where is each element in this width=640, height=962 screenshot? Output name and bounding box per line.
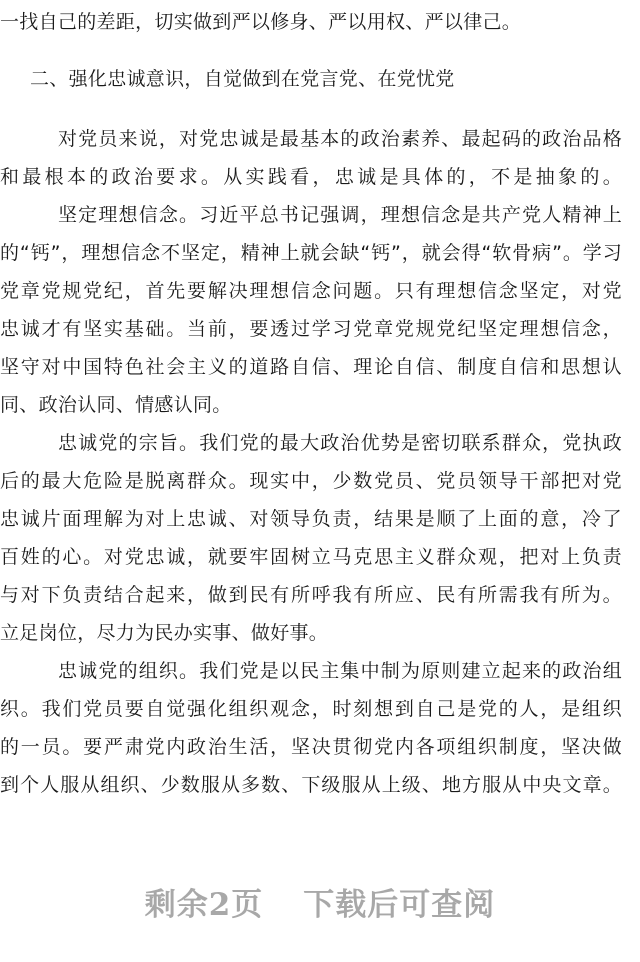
paragraph-line: 忠诚片面理解为对上忠诚、对领导负责，结果是顺了上面的意，冷了 bbox=[0, 508, 622, 530]
paragraph-line: 的一员。要严肃党内政治生活，坚决贯彻党内各项组织制度，坚决做 bbox=[0, 736, 622, 758]
paragraph-line: 忠诚才有坚实基础。当前，要透过学习党章党规党纪坚定理想信念， bbox=[0, 318, 622, 340]
remaining-pages-label: 剩余2页 bbox=[144, 886, 264, 923]
paragraph-line: 同、政治认同、情感认同。 bbox=[0, 394, 232, 416]
paragraph-line: 忠诚党的组织。我们党是以民主集中制为原则建立起来的政治组 bbox=[58, 660, 622, 682]
section-heading: 二、强化忠诚意识，自觉做到在党言党、在党忧党 bbox=[30, 68, 455, 90]
paragraph-line: 织。我们党员要自觉强化组织观念，时刻想到自己是党的人，是组织 bbox=[0, 698, 622, 720]
paragraph-line: 忠诚党的宗旨。我们党的最大政治优势是密切联系群众，党执政 bbox=[58, 432, 622, 454]
paragraph-line: 与对下负责结合起来，做到民有所呼我有所应、民有所需我有所为。 bbox=[0, 584, 622, 606]
paragraph-line: 坚定理想信念。习近平总书记强调，理想信念是共产党人精神上 bbox=[58, 204, 622, 226]
paragraph-line: 和最根本的政治要求。从实践看，忠诚是具体的，不是抽象的。 bbox=[0, 166, 622, 188]
paragraph-line: 到个人服从组织、少数服从多数、下级服从上级、地方服从中央文章。 bbox=[0, 774, 622, 796]
paragraph-line: 后的最大危险是脱离群众。现实中，少数党员、党员领导干部把对党 bbox=[0, 470, 622, 492]
download-prompt-label: 下载后可查阅 bbox=[303, 886, 496, 923]
paragraph-line: 对党员来说，对党忠诚是最基本的政治素养、最起码的政治品格 bbox=[58, 128, 622, 150]
paragraph-line: 党章党规党纪，首先要解决理想信念问题。只有理想信念坚定，对党 bbox=[0, 280, 622, 302]
paragraph-line: 坚守对中国特色社会主义的道路自信、理论自信、制度自信和思想认 bbox=[0, 356, 622, 378]
paragraph-line: 的“钙”，理想信念不坚定，精神上就会缺“钙”，就会得“软骨病”。学习 bbox=[0, 242, 622, 264]
download-more-banner[interactable] bbox=[0, 876, 640, 926]
paragraph-line: 立足岗位，尽力为民办实事、做好事。 bbox=[0, 622, 329, 644]
text-line: 一找自己的差距，切实做到严以修身、严以用权、严以律己。 bbox=[0, 11, 522, 33]
paragraph-line: 百姓的心。对党忠诚，就要牢固树立马克思主义群众观，把对上负责 bbox=[0, 546, 622, 568]
